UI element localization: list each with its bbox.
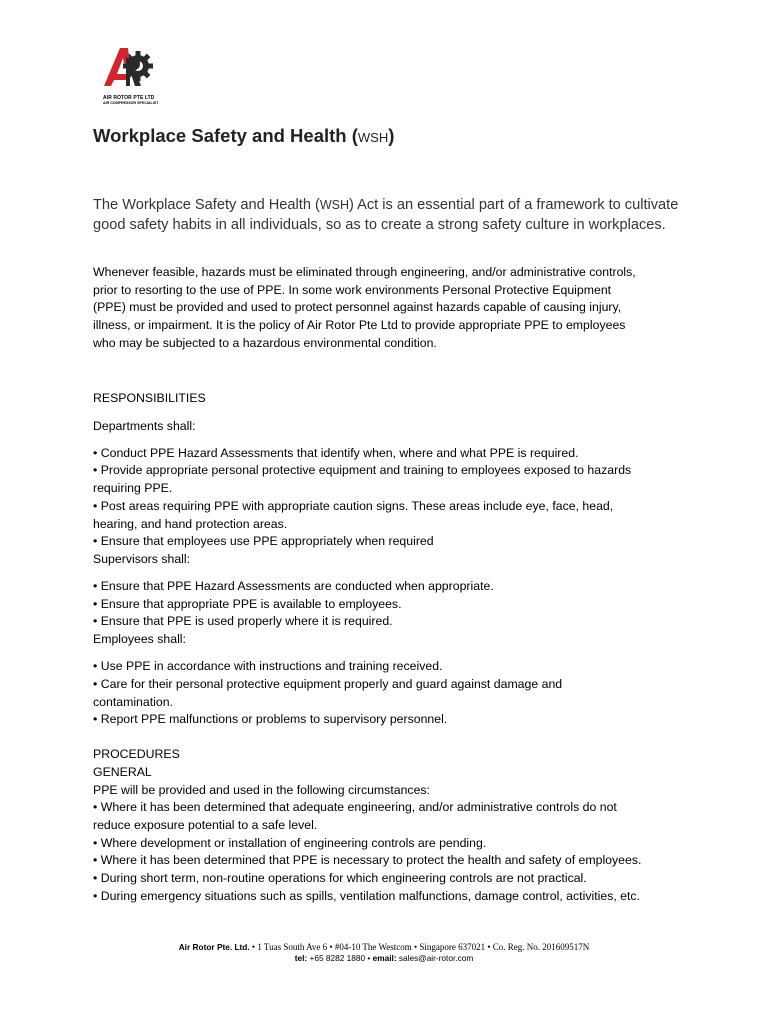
heading-general: GENERAL bbox=[93, 765, 152, 779]
list-item: • Where it has been determined that adequate engineering, and/or administrative controls do not bbox=[93, 800, 617, 814]
list-item: • Conduct PPE Hazard Assessments that identify when, where and what PPE is required. bbox=[93, 446, 579, 460]
list-item: • Where development or installation of engineering controls are pending. bbox=[93, 836, 487, 850]
list-item: • During short term, non-routine operations for which engineering controls are not practical. bbox=[93, 871, 587, 885]
procedures-intro: PPE will be provided and used in the following circumstances: bbox=[93, 783, 430, 797]
list-item: • Ensure that employees use PPE appropriately when required bbox=[93, 534, 434, 548]
footer-address: Air Rotor Pte. Ltd. • 1 Tuas South Ave 6 • #04-10 The Westcom • Singapore 637021 • Co. Reg. No. 201609517N bbox=[178, 942, 590, 952]
company-logo bbox=[100, 44, 160, 106]
list-item-cont: requiring PPE. bbox=[93, 481, 173, 495]
logo-tagline: AIR COMPRESSOR SPECIALIST bbox=[103, 101, 159, 105]
logo-company-name: AIR ROTOR PTE LTD bbox=[103, 95, 155, 101]
heading-responsibilities: RESPONSIBILITIES bbox=[93, 391, 206, 405]
list-item: • Ensure that PPE Hazard Assessments are conducted when appropriate. bbox=[93, 579, 494, 593]
list-item: • Post areas requiring PPE with appropriate caution signs. These areas include eye, face, head, bbox=[93, 499, 614, 513]
supervisors-heading: Supervisors shall: bbox=[93, 552, 191, 566]
list-item: • Ensure that appropriate PPE is available to employees. bbox=[93, 597, 402, 611]
list-item: • Provide appropriate personal protective equipment and training to employees exposed to hazards bbox=[93, 463, 632, 477]
departments-heading: Departments shall: bbox=[93, 419, 196, 433]
footer-contact: tel: +65 8282 1880 • email: sales@air-rotor.com bbox=[294, 953, 474, 963]
page-title: Workplace Safety and Health (WSH) bbox=[93, 125, 395, 146]
lead-paragraph: The Workplace Safety and Health (WSH) Act is an essential part of a framework to cultivate good safety habits in all individuals, so as to create a strong safety culture in workplaces. bbox=[93, 197, 679, 234]
list-item: • During emergency situations such as spills, ventilation malfunctions, damage control, activities, etc. bbox=[93, 889, 640, 903]
employees-heading: Employees shall: bbox=[93, 632, 186, 646]
list-item-cont: contamination. bbox=[93, 695, 173, 709]
gear-logo-icon bbox=[100, 44, 160, 94]
list-item: • Ensure that PPE is used properly where it is required. bbox=[93, 614, 393, 628]
list-item: • Care for their personal protective equipment properly and guard against damage and bbox=[93, 677, 563, 691]
heading-procedures: PROCEDURES bbox=[93, 747, 180, 761]
intro-paragraph: Whenever feasible, hazards must be eliminated through engineering, and/or administrative controls, prior to resorting to the use of PPE. In some work environments Personal Protective Equipment (PPE) must be provided and used to protect personnel against hazards capable of causing injury, illness, or impairment. It is the policy of Air Rotor Pte Ltd to provide appropriate PPE to employees who may be subjected to a hazardous environmental condition. bbox=[93, 265, 636, 350]
list-item-cont: hearing, and hand protection areas. bbox=[93, 517, 288, 531]
list-item: • Where it has been determined that PPE is necessary to protect the health and safety of employees. bbox=[93, 853, 642, 867]
list-item: • Report PPE malfunctions or problems to supervisory personnel. bbox=[93, 712, 448, 726]
list-item: • Use PPE in accordance with instructions and training received. bbox=[93, 659, 443, 673]
list-item-cont: reduce exposure potential to a safe level. bbox=[93, 818, 318, 832]
